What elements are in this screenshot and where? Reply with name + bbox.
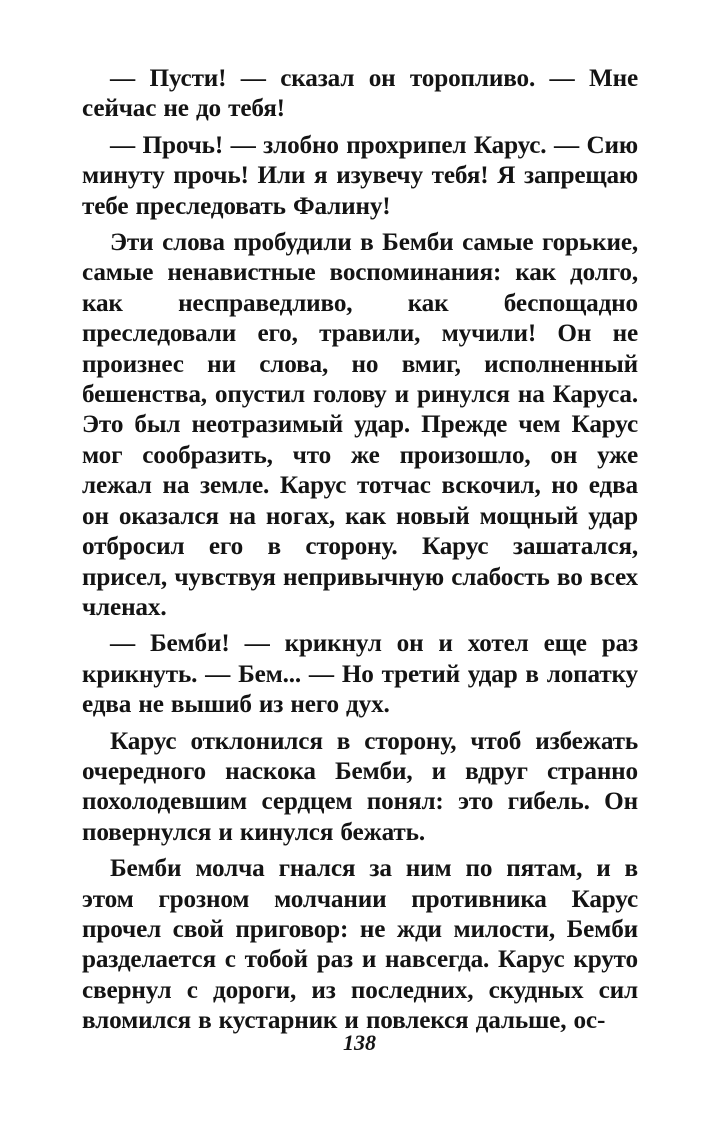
paragraph-5: Карус отклонился в сторону, чтоб избежать очередного наскока Бемби, и вдруг странно похолодевшим сердцем понял: это гибель. Он повернулся и кинулся бежать. (82, 727, 638, 846)
page-number: 138 (343, 1030, 376, 1055)
paragraph-6: Бемби молча гнался за ним по пятам, и в этом грозном молчании противника Карус прочел свой приговор: не жди милости, Бемби разделается с тобой раз и навсегда. Карус круто свернул с дороги, из последних, скудных сил вломился в кустарник и повлекся дальше, ос- (82, 855, 638, 1035)
paragraph-3: Эти слова пробудили в Бемби самые горькие, самые ненавистные воспоминания: как долго, как несправедливо, как беспощадно преследовали его, травили, мучили! Он не произнес ни слова, но вмиг, исполненный бешенства, опустил голову и ринулся на Каруса. Это был неотразимый удар. Прежде чем Карус мог сообразить, что же произошло, он уже лежал на земле. Карус тотчас вскочил, но едва он оказался на ногах, как новый мощный удар отбросил его в сторону. Карус зашатался, присел, чувствуя непривычную слабость во всех членах. (82, 229, 638, 621)
paragraph-1: — Пусти! — сказал он торопливо. — Мне сейчас не до тебя! (82, 65, 638, 123)
paragraph-4: — Бемби! — крикнул он и хотел еще раз крикнуть. — Бем... — Но третий удар в лопатку едва не вышиб из него дух. (82, 630, 638, 719)
body-text (82, 64, 638, 1043)
paragraph-2: — Прочь! — злобно прохрипел Карус. — Сию минуту прочь! Или я изувечу тебя! Я запрещаю тебе преследовать Фалину! (82, 131, 638, 220)
